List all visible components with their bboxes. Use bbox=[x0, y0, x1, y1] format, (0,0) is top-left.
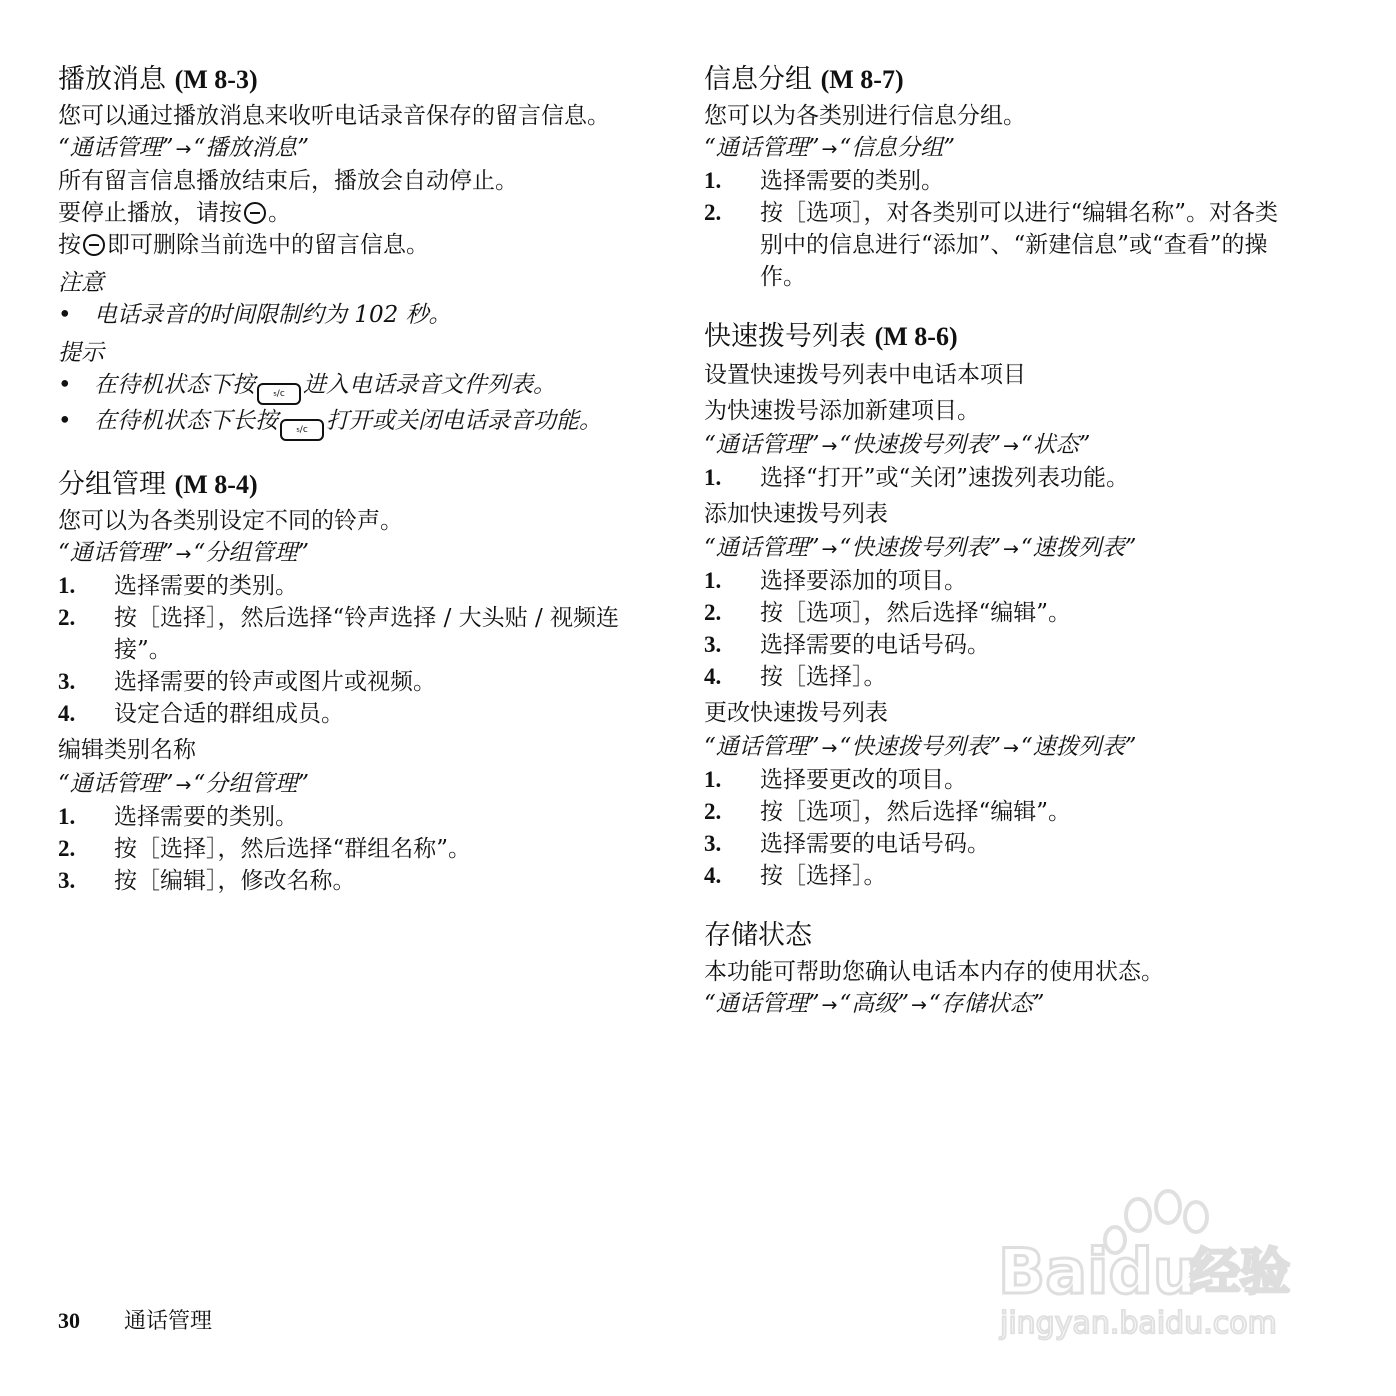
subsection-title: 添加快速拨号列表 bbox=[704, 501, 888, 527]
record-key-icon: ₅/c bbox=[280, 419, 324, 441]
step-text: 按［选择］。 bbox=[760, 863, 887, 889]
step-text: 按［选择］，然后选择“群组名称”。 bbox=[114, 836, 472, 862]
step-number: 3. bbox=[704, 632, 722, 657]
menu-path bbox=[704, 731, 1300, 764]
path-part: “通话管理” bbox=[58, 135, 174, 161]
step-number: 2. bbox=[58, 836, 76, 861]
section-title-text: 存储状态 bbox=[704, 920, 812, 951]
record-key-icon: ₅/c bbox=[257, 383, 301, 405]
step-number: 1. bbox=[704, 568, 722, 593]
list-item bbox=[58, 299, 654, 331]
section-play-message bbox=[58, 62, 654, 441]
menu-code: (M 8-7) bbox=[820, 65, 904, 94]
section-speed-dial bbox=[704, 319, 1300, 892]
paragraph: 所有留言信息播放结束后，播放会自动停止。 bbox=[58, 168, 518, 194]
arrow-icon: → bbox=[821, 994, 838, 1016]
step-text: 选择需要的类别。 bbox=[114, 573, 298, 599]
arrow-icon: → bbox=[175, 774, 192, 796]
path-part: “快速拨号列表” bbox=[839, 734, 1001, 760]
minus-key-icon bbox=[244, 202, 266, 224]
step-number: 1. bbox=[704, 168, 722, 193]
section-title bbox=[58, 62, 654, 98]
chapter-title: 通话管理 bbox=[124, 1309, 213, 1334]
path-part: “通话管理” bbox=[58, 540, 174, 566]
step-text: 选择要添加的项目。 bbox=[760, 568, 967, 594]
step-text: 设定合适的群组成员。 bbox=[114, 701, 344, 727]
step-list bbox=[704, 764, 1300, 892]
minus-key-icon bbox=[83, 234, 105, 256]
path-part: “通话管理” bbox=[704, 991, 820, 1017]
step-number: 2. bbox=[704, 799, 722, 824]
menu-path bbox=[58, 768, 654, 801]
section-intro: 您可以通过播放消息来收听电话录音保存的留言信息。 bbox=[58, 103, 610, 129]
path-part: “存储状态” bbox=[928, 991, 1045, 1017]
list-item-text: 在待机状态下长按 bbox=[94, 408, 278, 434]
watermark-brand: Baidu bbox=[998, 1235, 1197, 1308]
step-item bbox=[58, 602, 654, 666]
section-intro: 您可以为各类别进行信息分组。 bbox=[704, 103, 1026, 129]
step-item bbox=[704, 661, 1300, 693]
step-number: 2. bbox=[58, 605, 76, 630]
step-text: 按［选择］。 bbox=[760, 664, 887, 690]
arrow-icon: → bbox=[1002, 435, 1019, 457]
step-item bbox=[704, 462, 1300, 494]
subsection-title: 设置快速拨号列表中电话本项目 bbox=[704, 362, 1026, 388]
step-number: 1. bbox=[704, 767, 722, 792]
path-part: “高级” bbox=[839, 991, 909, 1017]
menu-path bbox=[58, 537, 654, 570]
step-text: 选择需要的类别。 bbox=[760, 168, 944, 194]
list-item-text: 电话录音的时间限制约为 102 秒。 bbox=[94, 302, 452, 328]
step-text: 按［选项］，然后选择“编辑”。 bbox=[760, 799, 1072, 825]
section-title-text: 分组管理 bbox=[58, 469, 166, 500]
step-item bbox=[58, 570, 654, 602]
step-number: 3. bbox=[58, 868, 76, 893]
step-number: 1. bbox=[704, 465, 722, 490]
text: 即可删除当前选中的留言信息。 bbox=[107, 232, 429, 258]
watermark-brand-cn: 经验 bbox=[1190, 1243, 1290, 1301]
path-part: “通话管理” bbox=[704, 135, 820, 161]
section-group-management bbox=[58, 467, 654, 897]
path-part: “通话管理” bbox=[704, 734, 820, 760]
menu-code: (M 8-6) bbox=[874, 322, 958, 351]
list-item-text: 打开或关闭电话录音功能。 bbox=[326, 408, 602, 434]
list-item bbox=[58, 369, 654, 405]
subsection-title: 更改快速拨号列表 bbox=[704, 700, 888, 726]
step-text: 选择需要的电话号码。 bbox=[760, 632, 990, 658]
step-number: 2. bbox=[704, 200, 722, 225]
step-number: 4. bbox=[704, 664, 722, 689]
step-number: 4. bbox=[704, 863, 722, 888]
step-item bbox=[704, 629, 1300, 661]
paragraph bbox=[58, 197, 654, 229]
arrow-icon: → bbox=[821, 737, 838, 759]
section-title bbox=[58, 467, 654, 503]
step-number: 3. bbox=[704, 831, 722, 856]
step-item bbox=[58, 666, 654, 698]
step-item bbox=[704, 197, 1300, 293]
step-item bbox=[704, 764, 1300, 796]
arrow-icon: → bbox=[910, 994, 927, 1016]
note-list bbox=[58, 299, 654, 331]
page-footer bbox=[58, 1306, 212, 1337]
step-list bbox=[704, 565, 1300, 693]
arrow-icon: → bbox=[175, 543, 192, 565]
path-part: “速拨列表” bbox=[1020, 734, 1137, 760]
list-item-text: 在待机状态下按 bbox=[94, 372, 255, 398]
note-heading: 注意 bbox=[58, 270, 104, 296]
step-item bbox=[704, 796, 1300, 828]
left-column bbox=[58, 62, 654, 897]
section-title-text: 快速拨号列表 bbox=[704, 321, 866, 352]
path-part: “通话管理” bbox=[704, 432, 820, 458]
step-text: 按［选项］，然后选择“编辑”。 bbox=[760, 600, 1072, 626]
section-intro: 本功能可帮助您确认电话本内存的使用状态。 bbox=[704, 959, 1164, 985]
step-list bbox=[58, 570, 654, 730]
path-part: “通话管理” bbox=[58, 771, 174, 797]
step-text: 选择“打开”或“关闭”速拨列表功能。 bbox=[760, 465, 1130, 491]
path-part: “播放消息” bbox=[193, 135, 309, 161]
step-item bbox=[704, 165, 1300, 197]
step-text: 选择需要的铃声或图片或视频。 bbox=[114, 669, 436, 695]
path-part: “信息分组” bbox=[839, 135, 955, 161]
subsection-title: 编辑类别名称 bbox=[58, 737, 196, 763]
text: 要停止播放，请按 bbox=[58, 200, 242, 226]
menu-path bbox=[704, 429, 1300, 462]
right-column bbox=[704, 62, 1300, 1021]
section-title bbox=[704, 62, 1300, 98]
step-item bbox=[704, 597, 1300, 629]
step-text: 选择需要的电话号码。 bbox=[760, 831, 990, 857]
step-text: 按［编辑］，修改名称。 bbox=[114, 868, 356, 894]
paragraph bbox=[58, 229, 654, 261]
section-title bbox=[704, 319, 1300, 355]
baidu-jingyan-watermark bbox=[990, 1185, 1320, 1345]
bullet-icon: • bbox=[58, 372, 72, 398]
watermark-url: jingyan.baidu.com bbox=[1000, 1306, 1277, 1341]
step-text: 选择需要的类别。 bbox=[114, 804, 298, 830]
subsection-title: 为快速拨号添加新建项目。 bbox=[704, 398, 980, 424]
menu-path bbox=[704, 988, 1300, 1021]
step-item bbox=[58, 833, 654, 865]
tip-list bbox=[58, 369, 654, 441]
step-list bbox=[704, 462, 1300, 494]
step-number: 2. bbox=[704, 600, 722, 625]
step-number: 1. bbox=[58, 573, 76, 598]
step-text: 选择要更改的项目。 bbox=[760, 767, 967, 793]
path-part: “分组管理” bbox=[193, 540, 309, 566]
step-item bbox=[58, 865, 654, 897]
section-message-groups bbox=[704, 62, 1300, 293]
arrow-icon: → bbox=[821, 538, 838, 560]
bullet-icon: • bbox=[58, 408, 72, 434]
step-text: 按［选项］，对各类别可以进行“编辑名称”。对各类别中的信息进行“添加”、“新建信息”或“查看”的操作。 bbox=[760, 200, 1279, 290]
menu-code: (M 8-4) bbox=[174, 470, 258, 499]
step-item bbox=[704, 565, 1300, 597]
path-part: “分组管理” bbox=[193, 771, 309, 797]
step-list bbox=[704, 165, 1300, 293]
list-item-text: 进入电话录音文件列表。 bbox=[303, 372, 556, 398]
tip-heading: 提示 bbox=[58, 340, 104, 366]
path-part: “快速拨号列表” bbox=[839, 535, 1001, 561]
section-title-text: 信息分组 bbox=[704, 64, 812, 95]
step-item bbox=[704, 828, 1300, 860]
page-number: 30 bbox=[58, 1308, 80, 1333]
arrow-icon: → bbox=[821, 138, 838, 160]
section-title-text: 播放消息 bbox=[58, 64, 166, 95]
step-number: 3. bbox=[58, 669, 76, 694]
menu-path bbox=[58, 132, 654, 165]
arrow-icon: → bbox=[1002, 538, 1019, 560]
path-part: “状态” bbox=[1020, 432, 1091, 458]
step-item bbox=[58, 801, 654, 833]
arrow-icon: → bbox=[821, 435, 838, 457]
section-memory-status bbox=[704, 918, 1300, 1021]
arrow-icon: → bbox=[1002, 737, 1019, 759]
step-number: 4. bbox=[58, 701, 76, 726]
bullet-icon: • bbox=[58, 302, 72, 328]
path-part: “通话管理” bbox=[704, 535, 820, 561]
text: 按 bbox=[58, 232, 81, 258]
step-number: 1. bbox=[58, 804, 76, 829]
text: 。 bbox=[268, 200, 291, 226]
path-part: “快速拨号列表” bbox=[839, 432, 1001, 458]
path-part: “速拨列表” bbox=[1020, 535, 1137, 561]
list-item bbox=[58, 405, 654, 441]
menu-code: (M 8-3) bbox=[174, 65, 258, 94]
step-list bbox=[58, 801, 654, 897]
arrow-icon: → bbox=[175, 138, 192, 160]
step-item bbox=[704, 860, 1300, 892]
menu-path bbox=[704, 132, 1300, 165]
menu-path bbox=[704, 532, 1300, 565]
section-title bbox=[704, 918, 1300, 954]
step-text: 按［选择］，然后选择“铃声选择 / 大头贴 / 视频连接”。 bbox=[114, 605, 620, 663]
step-item bbox=[58, 698, 654, 730]
section-intro: 您可以为各类别设定不同的铃声。 bbox=[58, 508, 403, 534]
